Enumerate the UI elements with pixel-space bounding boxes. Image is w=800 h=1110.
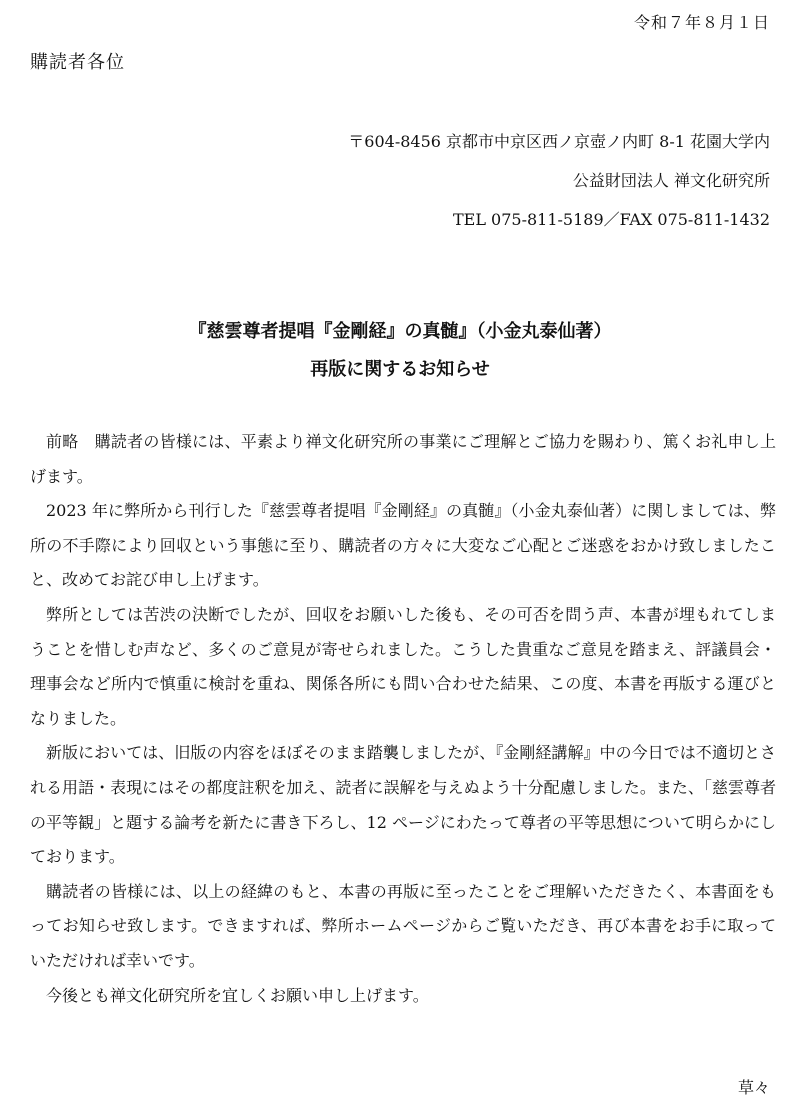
recipient-salutation: 購読者各位 bbox=[30, 52, 125, 73]
notice-title-line-2: 再版に関するお知らせ bbox=[310, 359, 490, 380]
letter-date: 令和７年８月１日 bbox=[633, 13, 770, 32]
notice-title-line-1: 『慈雲尊者提唱『金剛経』の真髄』（小金丸泰仙著） bbox=[188, 321, 612, 342]
sender-organization: 公益財団法人 禅文化研究所 bbox=[572, 171, 770, 190]
sender-address: 〒604-8456 京都市中京区西ノ京壺ノ内町 8-1 花園大学内 bbox=[348, 132, 770, 151]
body-paragraph-decision: 弊所としては苦渋の決断でしたが、回収をお願いした後も、その可否を問う声、本書が埋もれてしまうことを惜しむ声など、多くのご意見が寄せられました。こうした貴重なご意見を踏まえ、評議員会・理事会など所内で慎重に検討を重ね、関係各所にも問い合わせた結果、この度、本書を再版する運びとなりました。 bbox=[30, 604, 776, 728]
body-paragraph-request: 購読者の皆様には、以上の経緯のもと、本書の再版に至ったことをご理解いただきたく、本書面をもってお知らせ致します。できますれば、弊所ホームページからご覧いただき、再び本書をお手に取っていただければ幸いです。 bbox=[30, 881, 776, 970]
sender-contact: TEL 075-811-5189／FAX 075-811-1432 bbox=[452, 210, 770, 229]
notice-title bbox=[0, 313, 800, 389]
letter-body bbox=[30, 425, 776, 1013]
body-paragraph-apology: 2023 年に弊所から刊行した『慈雲尊者提唱『金剛経』の真髄』（小金丸泰仙著）に関しましては、弊所の不手際により回収という事態に至り、購読者の方々に大変なご心配とご迷惑をおかけ致しましたこと、改めてお詫び申し上げます。 bbox=[30, 501, 776, 590]
body-paragraph-regards: 今後とも禅文化研究所を宜しくお願い申し上げます。 bbox=[46, 985, 429, 1005]
body-paragraph-greeting: 前略 購読者の皆様には、平素より禅文化研究所の事業にご理解とご協力を賜わり、篤くお礼申し上げます。 bbox=[30, 432, 776, 486]
body-paragraph-new-edition: 新版においては、旧版の内容をほぼそのまま踏襲しましたが、『金剛経講解』中の今日では不適切とされる用語・表現にはその都度註釈を加え、読者に誤解を与えぬよう十分配慮しました。また、「慈雲尊者の平等観」と題する論考を新たに書き下ろし、12 ページにわたって尊者の平等思想について明らかにしております。 bbox=[30, 743, 776, 867]
sender-block bbox=[348, 122, 770, 239]
closing-phrase: 草々 bbox=[737, 1078, 770, 1097]
